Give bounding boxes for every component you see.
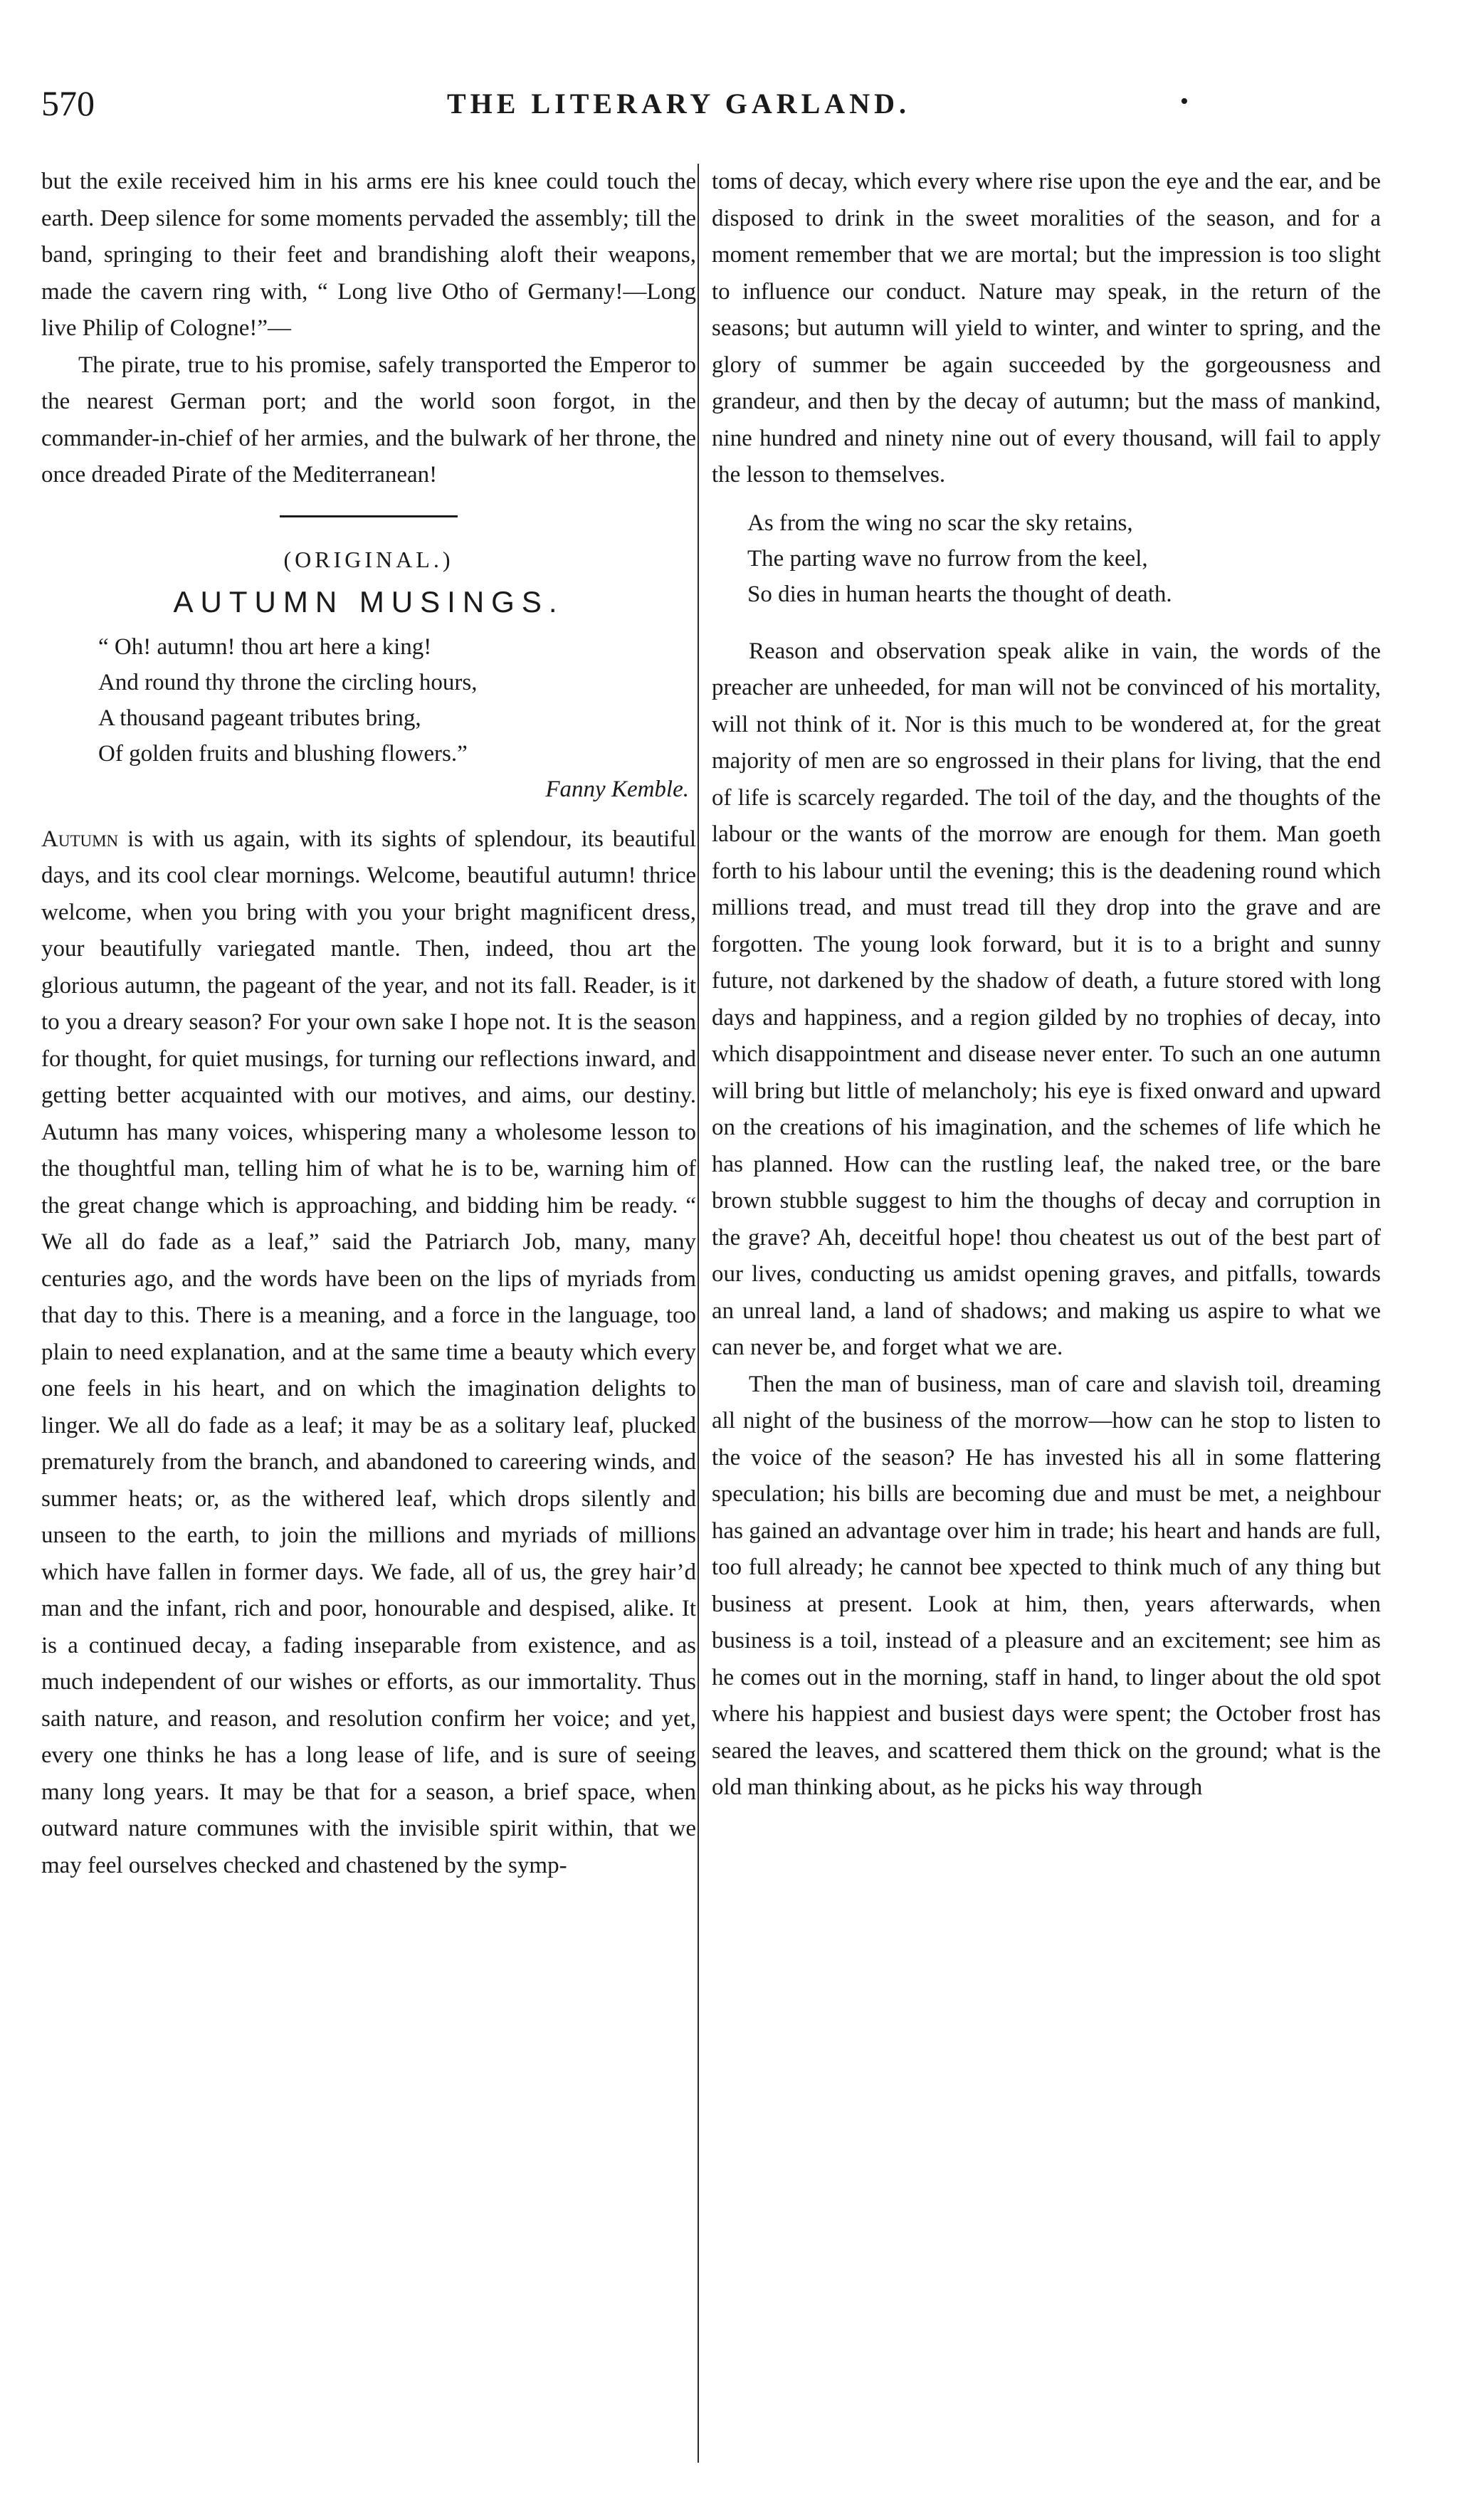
epigraph-line: And round thy throne the circling hours, — [98, 669, 478, 695]
right-paragraph-decay: toms of decay, which every where rise upon the eye and the ear, and be disposed to drink in the sweet moralities of the season, and for a moment remember that we are mortal; but the impression is too slight to influence our conduct. Nature may speak, in the return of the seasons; but autumn will yield to winter, and winter to spring, and the glory of summer be again succeeded by the gorgeousness and grandeur, and then by the decay of autumn; but the mass of mankind, nine hundred and ninety nine out of every thousand, will fail to apply the lesson to themselves. — [712, 169, 1381, 488]
epigraph-line: Of golden fruits and blushing flowers.” — [98, 740, 468, 767]
right-column — [712, 164, 1381, 1806]
page-header — [41, 83, 1394, 140]
left-article-body — [41, 821, 696, 1885]
poem-line: As from the wing no scar the sky retains, — [747, 510, 1133, 536]
original-label: (ORIGINAL.) — [283, 546, 454, 572]
right-paragraph-reason: Reason and observation speak alike in vain, the words of the preacher are unheeded, for man will not be convinced of his mortality, will not think of it. Nor is this much to be wondered at, for the great majority of men are so engrossed in their plans for living, that the end of life is scarcely regarded. The toil of the day, and the thoughts of the labour or the wants of the morrow are enough for them. Man goeth forth to his labour until the evening; this is the deadening round which millions tread, and must tread till they drop into the grave and are forgotten. The young look forward, but it is to a bright and sunny future, not darkened by the shadow of death, a future stored with long days and happiness, and a region gilded by no trophies of decay, into which disappointment and disease never enter. To such an one autumn will bring but little of melancholy; his eye is fixed onward and upward on the creations of his imagination, and the schemes of life which he has planned. How can the rustling leaf, the naked tree, or the bare brown stubble suggest to him the thoughs of decay and corruption in the grave? Ah, deceitful hope! thou cheatest us out of the best part of our lives, conducting us amidst opening graves, and pitfalls, towards an unreal land, a land of shadows; and making us aspire to what we can never be, and forget what we are. — [712, 638, 1381, 1360]
right-paragraph-business: Then the man of business, man of care and slavish toil, dreaming all night of the business of the morrow—how can he stop to listen to the voice of the season? He has invested his all in some flattering speculation; his bills are becoming due and must be met, a neighbour has gained an advantage over him in trade; his heart and hands are full, too full already; he cannot bee xpected to think much of any thing but business at present. Look at him, then, years afterwards, when business is a toil, instead of a pleasure and an excitement; see him as he comes out in the morning, staff in hand, to linger about the old spot where his happiest and busiest days were spent; the October frost has seared the leaves, and scattered them thick on the ground; what is the old man thinking about, as he picks his way through — [712, 1371, 1381, 1800]
epigraph — [98, 629, 696, 807]
left-paragraph-continued: but the exile received him in his arms ere his knee could touch the earth. Deep silence for some moments pervaded the assembly; till the band, springing to their feet and brandishing aloft their weapons, made the cavern ring with, “ Long live Otho of Germany!—Long live Philip of Cologne!”— — [41, 169, 696, 341]
inset-poem — [747, 505, 1381, 612]
poem-line: The parting wave no furrow from the keel, — [747, 545, 1148, 572]
print-speck: • — [1180, 88, 1189, 115]
left-column — [41, 164, 696, 1884]
running-title: THE LITERARY GARLAND. — [447, 88, 910, 120]
column-divider — [698, 164, 699, 2463]
epigraph-line: A thousand pageant tributes bring, — [98, 705, 421, 731]
article-title: AUTUMN MUSINGS. — [173, 585, 564, 619]
left-paragraph-pirate: The pirate, true to his promise, safely transported the Emperor to the nearest German port; and the world soon forgot, in the commander-in-chief of her armies, and the bulwark of her throne, the once dreaded Pirate of the Mediterranean! — [41, 352, 696, 488]
page-number: 570 — [41, 83, 95, 123]
article-body-text: is with us again, with its sights of splendour, its beautiful days, and its cool clear mornings. Welcome, beautiful autumn! thrice welcome, when you bring with you your bright magnificent dress, your beautifully variegated mantle. Then, indeed, thou art the glorious autumn, the pageant of the year, and not its fall. Reader, is it to you a dreary season? For your own sake I hope not. It is the season for thought, for quiet musings, for turning our reflections inward, and getting better acquainted with our motives, and aims, our destiny. Autumn has many voices, whispering many a wholesome lesson to the thoughtful man, telling him of what he is to be, warning him of the great change which is approaching, and bidding him be ready. “ We all do fade as a leaf,” said the Patriarch Job, many, many centuries ago, and the words have been on the lips of myriads from that day to this. There is a meaning, and a force in the language, too plain to need explanation, and at the same time a beauty which every one feels in his heart, and on which the imagination delights to linger. We all do fade as a leaf; it may be as a solitary leaf, plucked prematurely from the branch, and abandoned to careering winds, and summer heats; or, as the withered leaf, which drops silently and unseen to the earth, to join the millions and myriads of millions which have fallen in former days. We fade, all of us, the grey hair’d man and the infant, rich and poor, honourable and despised, alike. It is a continued decay, a fading inseparable from existence, and as much independent of our wishes or efforts, as our immortality. Thus saith nature, and reason, and resolution confirm her voice; and yet, every one thinks he has a long lease of life, and is sure of seeing many long years. It may be that for a season, a brief space, when outward nature communes with the invisible spirit within, that we may feel ourselves checked and chastened by the symp- — [41, 826, 696, 1878]
poem-line: So dies in human hearts the thought of death. — [747, 581, 1172, 607]
epigraph-attribution: Fanny Kemble. — [545, 776, 689, 802]
section-rule — [280, 515, 458, 517]
epigraph-line: “ Oh! autumn! thou art here a king! — [98, 633, 432, 660]
drop-word: Autumn — [41, 826, 119, 852]
